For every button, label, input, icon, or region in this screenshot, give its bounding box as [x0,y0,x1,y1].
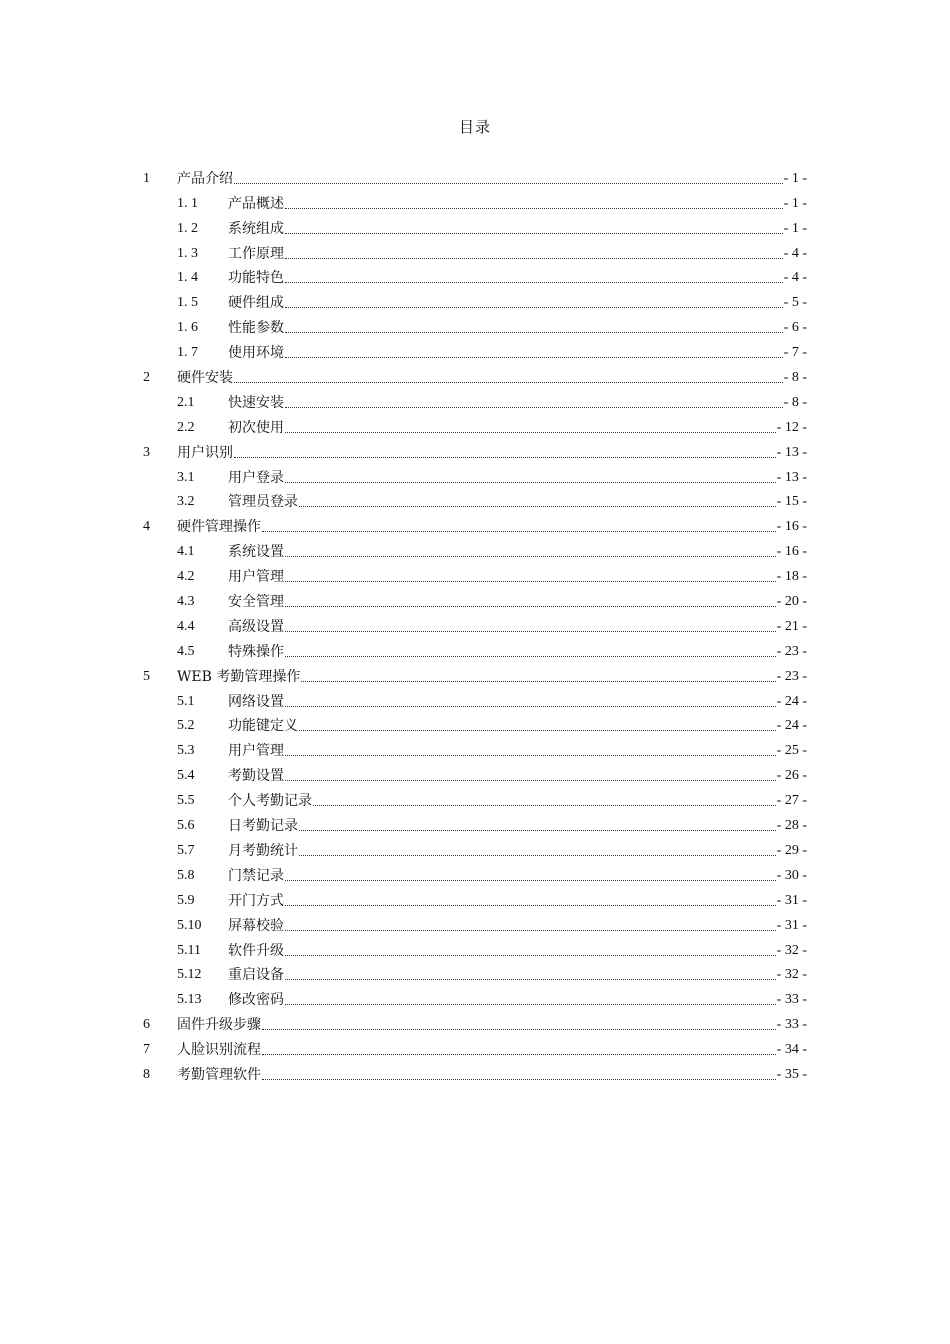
toc-section-row[interactable] [143,886,807,911]
toc-entry-number: 1. 7 [177,345,198,361]
toc-dot-leader [285,432,776,433]
toc-page-number[interactable]: - 15 - [776,494,807,510]
toc-entry-number: 5.8 [177,867,195,883]
toc-dot-leader [262,1029,776,1030]
toc-dot-leader [285,706,776,707]
toc-dot-leader [301,681,775,682]
toc-section-row[interactable] [143,861,807,886]
toc-dot-leader [285,482,776,483]
toc-dot-leader [313,805,776,806]
toc-dot-leader [299,830,776,831]
toc-section-row[interactable] [143,413,807,438]
toc-entry-number: 5.10 [177,917,202,933]
toc-entry-title[interactable]: 性能参数 [228,320,284,337]
toc-section-row[interactable] [143,264,807,289]
toc-chapter-row[interactable] [143,512,807,537]
toc-dot-leader [285,258,783,259]
toc-entry-number: 4.2 [177,569,195,585]
toc-page-number[interactable]: - 32 - [776,942,807,958]
toc-section-row[interactable] [143,214,807,239]
toc-entry-number: 4.4 [177,618,195,634]
toc-entry-title[interactable]: 功能键定义 [228,718,298,735]
toc-page-number[interactable]: - 31 - [776,917,807,933]
toc-entry-title[interactable]: 功能特色 [228,270,284,287]
toc-page-number[interactable]: - 7 - [783,345,807,361]
toc-entry-title[interactable]: 重启设备 [228,967,284,984]
toc-dot-leader [285,755,776,756]
toc-chapter-row[interactable] [143,1035,807,1060]
page-title: 目录 [458,118,491,136]
toc-dot-leader [285,556,776,557]
toc-dot-leader [285,955,776,956]
toc-entry-number: 5.2 [177,718,195,734]
toc-dot-leader [285,332,783,333]
toc-entry-title[interactable]: 系统组成 [228,220,284,237]
toc-page-number[interactable]: - 35 - [776,1066,807,1082]
toc-page-number[interactable]: - 34 - [776,1042,807,1058]
toc-chapter-row[interactable] [143,363,807,388]
toc-entry-title[interactable]: 管理员登录 [228,494,298,511]
toc-section-row[interactable] [143,463,807,488]
toc-section-row[interactable] [143,288,807,313]
toc-page-number[interactable]: - 4 - [783,270,807,286]
toc-entry-number: 4.3 [177,594,195,610]
toc-section-row[interactable] [143,239,807,264]
toc-section-row[interactable] [143,811,807,836]
toc-section-row[interactable] [143,313,807,338]
toc-entry-title[interactable]: 用户管理 [228,743,284,760]
toc-dot-leader [285,780,776,781]
toc-entry-number: 5.5 [177,793,195,809]
toc-dot-leader [285,407,783,408]
toc-entry-title[interactable]: 使用环境 [228,345,284,362]
toc-section-row[interactable] [143,612,807,637]
toc-chapter-row[interactable] [143,438,807,463]
toc-entry-title[interactable]: 考勤管理软件 [177,1066,261,1083]
toc-entry-number: 1 [143,170,150,186]
toc-entry-title[interactable]: 固件升级步骤 [177,1017,261,1034]
toc-section-row[interactable] [143,537,807,562]
toc-section-row[interactable] [143,189,807,214]
toc-entry-number: 1. 3 [177,245,198,261]
toc-entry-number: 5.11 [177,942,201,958]
toc-entry-title[interactable]: 高级设置 [228,618,284,635]
toc-page-number[interactable]: - 1 - [783,170,807,186]
toc-entry-title[interactable]: 门禁记录 [228,867,284,884]
toc-section-row[interactable] [143,687,807,712]
toc-page-number[interactable]: - 24 - [776,693,807,709]
toc-section-row[interactable] [143,388,807,413]
toc-page-number[interactable]: - 24 - [776,718,807,734]
toc-page-number[interactable]: - 18 - [776,569,807,585]
toc-chapter-row[interactable] [143,164,807,189]
toc-dot-leader [234,457,776,458]
toc-page-number[interactable]: - 4 - [783,245,807,261]
toc-section-row[interactable] [143,936,807,961]
toc-entry-title[interactable]: 人脸识别流程 [177,1042,261,1059]
toc-entry-number: 5.3 [177,743,195,759]
toc-dot-leader [285,581,776,582]
toc-page-number[interactable]: - 32 - [776,967,807,983]
toc-entry-number: 5.13 [177,992,202,1008]
toc-entry-title[interactable]: 系统设置 [228,544,284,561]
toc-entry-number: 3.1 [177,469,195,485]
toc-dot-leader [299,730,776,731]
toc-page-number[interactable]: - 23 - [776,643,807,659]
toc-entry-title[interactable]: 考勤设置 [228,768,284,785]
toc-dot-leader [285,880,776,881]
toc-entry-title[interactable]: 用户识别 [177,444,233,461]
toc-page-number[interactable]: - 31 - [776,892,807,908]
toc-entry-title[interactable]: 特殊操作 [228,643,284,660]
toc-entry-number: 5.1 [177,693,195,709]
toc-entry-title[interactable]: WEB 考勤管理操作 [177,668,301,685]
toc-page-number[interactable]: - 26 - [776,768,807,784]
toc-entry-number: 3.2 [177,494,195,510]
toc-dot-leader [285,979,776,980]
toc-chapter-row[interactable] [143,1010,807,1035]
toc-section-row[interactable] [143,836,807,861]
toc-page-number[interactable]: - 23 - [776,668,807,684]
toc-dot-leader [285,656,776,657]
toc-page-number[interactable]: - 29 - [776,842,807,858]
toc-entry-number: 2 [143,370,150,386]
toc-page-number[interactable]: - 33 - [776,992,807,1008]
toc-page-number[interactable]: - 13 - [776,469,807,485]
toc-page-number[interactable]: - 21 - [776,618,807,634]
toc-entry-number: 5.7 [177,842,195,858]
toc-entry-number: 4.1 [177,544,195,560]
toc-page-number[interactable]: - 8 - [783,370,807,386]
toc-entry-number: 6 [143,1017,150,1033]
toc-entry-number: 2.2 [177,419,195,435]
toc-entry-title[interactable]: 硬件安装 [177,370,233,387]
toc-section-row[interactable] [143,786,807,811]
toc-entry-number: 7 [143,1042,150,1058]
toc-entry-title[interactable]: 快速安装 [228,394,284,411]
toc-dot-leader [285,905,776,906]
toc-dot-leader [299,506,776,507]
toc-entry-title[interactable]: 硬件组成 [228,295,284,312]
toc-section-row[interactable] [143,587,807,612]
toc-dot-leader [285,631,776,632]
toc-entry-number: 3 [143,444,150,460]
toc-section-row[interactable] [143,961,807,986]
toc-page-number[interactable]: - 8 - [783,394,807,410]
toc-dot-leader [285,233,783,234]
toc-page-number[interactable]: - 6 - [783,320,807,336]
toc-entry-number: 1. 6 [177,320,198,336]
toc-dot-leader [285,307,783,308]
toc-section-row[interactable] [143,488,807,513]
toc-dot-leader [234,183,783,184]
toc-entry-title[interactable]: 工作原理 [228,245,284,262]
toc-page-number[interactable]: - 33 - [776,1017,807,1033]
toc-dot-leader [285,357,783,358]
toc-entry-title[interactable]: 初次使用 [228,419,284,436]
toc-entry-title[interactable]: 个人考勤记录 [228,793,312,810]
toc-section-row[interactable] [143,562,807,587]
toc-entry-title[interactable]: 日考勤记录 [228,818,298,835]
toc-entry-number: 5.4 [177,768,195,784]
toc-page-number[interactable]: - 16 - [776,519,807,535]
toc-entry-number: 1. 2 [177,220,198,236]
toc-entry-title[interactable]: 用户登录 [228,469,284,486]
toc-dot-leader [262,1079,776,1080]
toc-entry-number: 1. 1 [177,195,198,211]
toc-entry-title[interactable]: 安全管理 [228,594,284,611]
toc-entry-title[interactable]: 修改密码 [228,992,284,1009]
toc-entry-title[interactable]: 开门方式 [228,892,284,909]
toc-dot-leader [262,1054,776,1055]
toc-section-row[interactable] [143,985,807,1010]
toc-entry-number: 5.9 [177,892,195,908]
toc-entry-number: 5 [143,668,150,684]
toc-entry-title[interactable]: 屏幕校验 [228,917,284,934]
toc-entry-number: 1. 4 [177,270,198,286]
toc-dot-leader [285,282,783,283]
toc-entry-title[interactable]: 软件升级 [228,942,284,959]
toc-chapter-row[interactable] [143,1060,807,1085]
toc-page-number[interactable]: - 5 - [783,295,807,311]
toc-entry-number: 4.5 [177,643,195,659]
toc-entry-number: 4 [143,519,150,535]
toc-page-number[interactable]: - 16 - [776,544,807,560]
toc-dot-leader [285,208,783,209]
toc-page-number[interactable]: - 25 - [776,743,807,759]
toc-dot-leader [299,855,776,856]
toc-section-row[interactable] [143,761,807,786]
toc-entry-title[interactable]: 网络设置 [228,693,284,710]
toc-entry-number: 2.1 [177,394,195,410]
toc-dot-leader [234,382,783,383]
toc-page-number[interactable]: - 12 - [776,419,807,435]
toc-dot-leader [285,1004,776,1005]
toc-section-row[interactable] [143,712,807,737]
toc-page-number[interactable]: - 13 - [776,444,807,460]
toc-entry-title[interactable]: 产品概述 [228,195,284,212]
toc-entry-number: 5.12 [177,967,202,983]
toc-section-row[interactable] [143,911,807,936]
toc-entry-number: 5.6 [177,818,195,834]
toc-page-number[interactable]: - 1 - [783,195,807,211]
toc-dot-leader [262,531,776,532]
toc-page-number[interactable]: - 20 - [776,594,807,610]
table-of-contents [143,164,807,1085]
toc-section-row[interactable] [143,637,807,662]
toc-section-row[interactable] [143,338,807,363]
toc-page-number[interactable]: - 28 - [776,818,807,834]
toc-entry-number: 1. 5 [177,295,198,311]
toc-entry-title[interactable]: 用户管理 [228,569,284,586]
toc-chapter-row[interactable] [143,662,807,687]
toc-page-number[interactable]: - 27 - [776,793,807,809]
toc-entry-title[interactable]: 月考勤统计 [228,842,298,859]
toc-page-number[interactable]: - 30 - [776,867,807,883]
toc-dot-leader [285,606,776,607]
toc-entry-title[interactable]: 硬件管理操作 [177,519,261,536]
toc-section-row[interactable] [143,736,807,761]
toc-entry-number: 8 [143,1066,150,1082]
toc-dot-leader [285,930,776,931]
toc-page-number[interactable]: - 1 - [783,220,807,236]
toc-entry-title[interactable]: 产品介绍 [177,170,233,187]
